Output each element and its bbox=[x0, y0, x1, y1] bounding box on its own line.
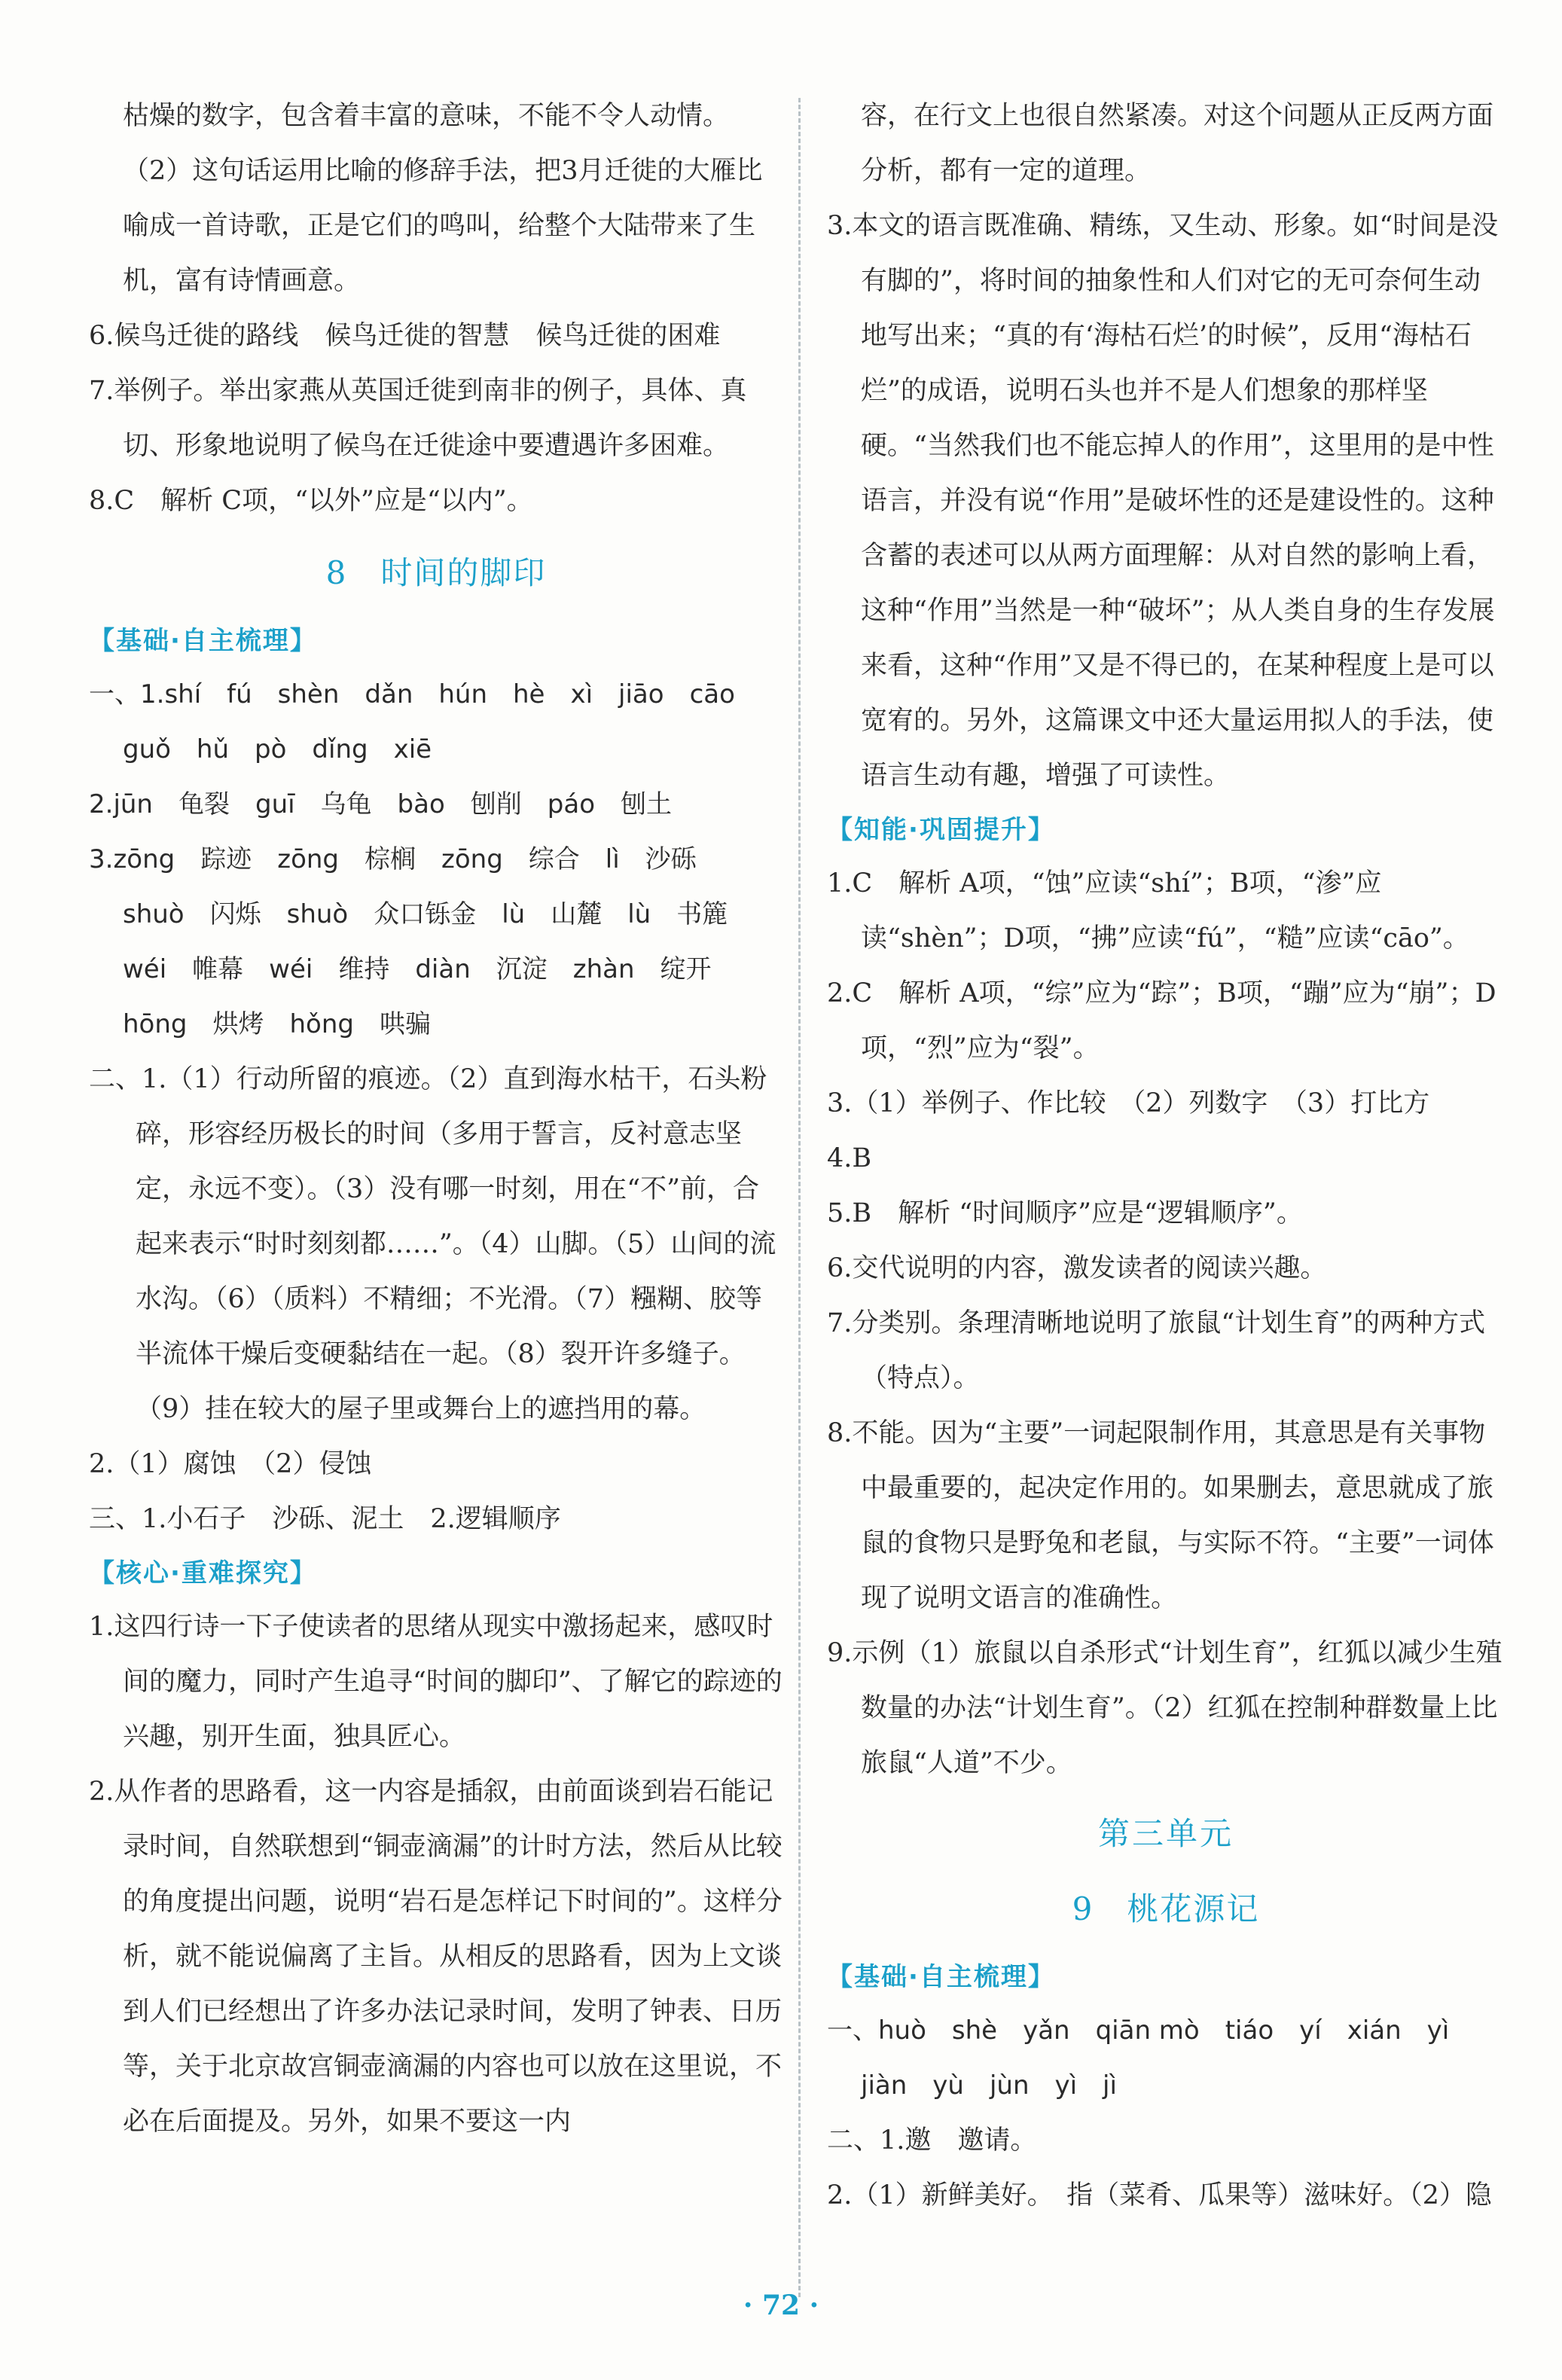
answer-item-7: 7.举例子。举出家燕从英国迁徙到南非的例子，具体、真切、形象地说明了候鸟在迁徙途中要遭遇许多困难。 bbox=[89, 376, 747, 461]
answer-item: 2.（1）新鲜美好。 指（菜肴、瓜果等）滋味好。（2）隐 bbox=[827, 2180, 1492, 2211]
pinyin-line: jiàn yù jùn yì jì bbox=[861, 2070, 1117, 2101]
chapter-title: 8 时间的脚印 bbox=[325, 554, 547, 591]
answer-paragraph: 枯燥的数字，包含着丰富的意味，不能不令人动情。 bbox=[123, 101, 730, 131]
pinyin-line: 一、1.shí fú shèn dǎn hún hè xì jiāo cāo bbox=[89, 679, 735, 709]
answer-item: 三、1.小石子 沙砾、泥土 2.逻辑顺序 bbox=[89, 1504, 561, 1534]
pinyin-line: 2.jūn 龟裂 guī 乌龟 bào 刨削 páo 刨土 bbox=[89, 789, 672, 819]
pinyin-line: hōng 烘烤 hǒng 哄骗 bbox=[123, 1009, 431, 1039]
answer-item: 2.C 解析 A项，“综”应为“踪”；B项，“蹦”应为“崩”；D项，“烈”应为“裂”。 bbox=[827, 978, 1496, 1063]
unit-title: 第三单元 bbox=[1097, 1815, 1234, 1852]
answer-item: 二、1.邀 邀请。 bbox=[827, 2125, 1037, 2156]
answer-item: 4.B bbox=[827, 1143, 872, 1173]
answer-item: 7.分类别。条理清晰地说明了旅鼠“计划生育”的两种方式（特点）。 bbox=[827, 1308, 1486, 1393]
column-divider bbox=[798, 98, 801, 2297]
section-heading: 【知能·巩固提升】 bbox=[827, 815, 1055, 845]
pinyin-line: wéi 帷幕 wéi 维持 diàn 沉淀 zhàn 绽开 bbox=[123, 954, 712, 984]
section-heading: 【基础·自主梳理】 bbox=[827, 1962, 1055, 1992]
pinyin-line: 3.zōng 踪迹 zōng 棕榈 zōng 综合 lì 沙砾 bbox=[89, 844, 697, 874]
answer-paragraph: 容，在行文上也很自然紧凑。对这个问题从正反两方面分析，都有一定的道理。 bbox=[861, 101, 1494, 186]
pinyin-line: guǒ hǔ pò dǐng xiē bbox=[123, 734, 432, 764]
section-heading: 【基础·自主梳理】 bbox=[89, 626, 317, 656]
pinyin-line: 一、huò shè yǎn qiān mò tiáo yí xián yì bbox=[827, 2015, 1450, 2046]
answer-item: 8.不能。因为“主要”一词起限制作用，其意思是有关事物中最重要的，起决定作用的。如果删去，意思就成了旅鼠的食物只是野兔和老鼠，与实际不符。“主要”一词体现了说明文语言的准确性。 bbox=[827, 1418, 1494, 1613]
answer-item: 6.交代说明的内容，激发读者的阅读兴趣。 bbox=[827, 1253, 1327, 1283]
right-column bbox=[827, 89, 1505, 2223]
answer-item: 3.本文的语言既准确、精练，又生动、形象。如“时间是没有脚的”，将时间的抽象性和人们对它的无可奈何生动地写出来；“真的有‘海枯石烂’的时候”，反用“海枯石烂”的成语，说明石头也并不是人们想象的那样坚硬。“当然我们也不能忘掉人的作用”，这里用的是中性语言，并没有说“作用”是破坏性的还是建设性的。这种含蓄的表述可以从两方面理解：从对自然的影响上看，这种“作用”当然是一种“破坏”；从人类自身的生存发展来看，这种“作用”又是不得已的，在某种程度上是可以宽宥的。另外，这篇课文中还大量运用拟人的手法，使语言生动有趣，增强了可读性。 bbox=[827, 211, 1499, 791]
answer-item: 2.（1）腐蚀 （2）侵蚀 bbox=[89, 1449, 372, 1479]
answer-item: 3.（1）举例子、作比较 （2）列数字 （3）打比方 bbox=[827, 1088, 1430, 1118]
answer-paragraph: （2）这句话运用比喻的修辞手法，把3月迁徙的大雁比喻成一首诗歌，正是它们的鸣叫，给整个大陆带来了生机，富有诗情画意。 bbox=[123, 156, 763, 296]
answer-item: 二、1.（1）行动所留的痕迹。（2）直到海水枯干，石头粉碎，形容经历极长的时间（多用于誓言，反衬意志坚定，永远不变）。（3）没有哪一时刻，用在“不”前，合起来表示“时时刻刻都……”。（4）山脚。（5）山间的流水沟。（6）（质料）不精细；不光滑。（7）糨糊、胶等半流体干燥后变硬黏结在一起。（8）裂开许多缝子。（9）挂在较大的屋子里或舞台上的遮挡用的幕。 bbox=[89, 1064, 776, 1424]
answer-item: 9.示例（1）旅鼠以自杀形式“计划生育”，红狐以减少生殖数量的办法“计划生育”。（2）红狐在控制种群数量上比旅鼠“人道”不少。 bbox=[827, 1638, 1503, 1778]
answer-item-6: 6.候鸟迁徙的路线 候鸟迁徙的智慧 候鸟迁徙的困难 bbox=[89, 321, 721, 351]
answer-item: 2.从作者的思路看，这一内容是插叙，由前面谈到岩石能记录时间，自然联想到“铜壶滴漏”的计时方法，然后从比较的角度提出问题，说明“岩石是怎样记下时间的”。这样分析，就不能说偏离了主旨。从相反的思路看，因为上文谈到人们已经想出了许多办法记录时间，发明了钟表、日历等，关于北京故宫铜壶滴漏的内容也可以放在这里说，不必在后面提及。另外，如果不要这一内 bbox=[89, 1777, 783, 2137]
answer-item-8: 8.C 解析 C项，“以外”应是“以内”。 bbox=[89, 486, 533, 516]
answer-item: 5.B 解析 “时间顺序”应是“逻辑顺序”。 bbox=[827, 1198, 1303, 1228]
section-heading: 【核心·重难探究】 bbox=[89, 1558, 317, 1588]
pinyin-line: shuò 闪烁 shuò 众口铄金 lù 山麓 lù 书簏 bbox=[123, 899, 728, 929]
chapter-title: 9 桃花源记 bbox=[1072, 1890, 1260, 1927]
answer-item: 1.这四行诗一下子使读者的思绪从现实中激扬起来，感叹时间的魔力，同时产生追寻“时间的脚印”、了解它的踪迹的兴趣，别开生面，独具匠心。 bbox=[89, 1612, 783, 1752]
answer-item: 1.C 解析 A项，“蚀”应读“shí”；B项，“渗”应读“shèn”；D项，“拂”应读“fú”，“糙”应读“cāo”。 bbox=[827, 868, 1469, 954]
left-column bbox=[89, 89, 783, 2150]
page-number: · 72 · bbox=[743, 2290, 819, 2321]
